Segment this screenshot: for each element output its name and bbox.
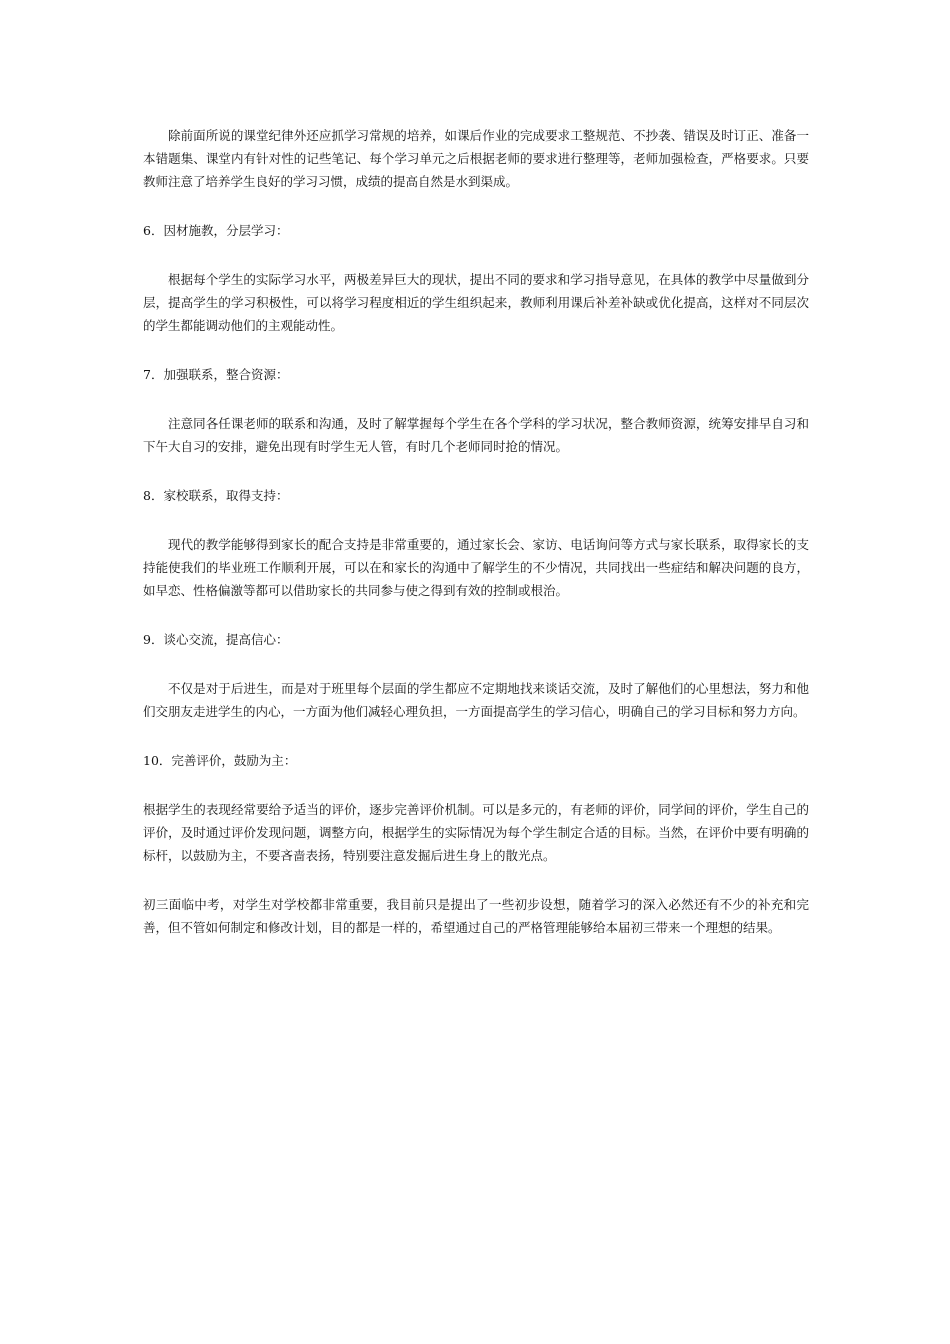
paragraph-conclusion: 初三面临中考，对学生对学校都非常重要，我目前只是提出了一些初步设想，随着学习的深入必然还有不少的补充和完善，但不管如何制定和修改计划，目的都是一样的，希望通过自己的严格管理能够给本届初三带来一个理想的结果。 xyxy=(143,897,809,935)
heading-10: 10．完善评价，鼓励为主： xyxy=(143,753,297,768)
document-page xyxy=(143,124,809,939)
heading-8: 8．家校联系，取得支持： xyxy=(143,488,289,503)
paragraph-8: 现代的教学能够得到家长的配合支持是非常重要的，通过家长会、家访、电话询问等方式与家长联系，取得家长的支持能使我们的毕业班工作顺利开展，可以在和家长的沟通中了解学生的不少情况，共同找出一些症结和解决问题的良方，如早恋、性格偏激等都可以借助家长的共同参与使之得到有效的控制或根治。 xyxy=(143,537,809,598)
heading-9: 9．谈心交流，提高信心： xyxy=(143,632,289,647)
heading-7: 7．加强联系，整合资源： xyxy=(143,367,289,382)
paragraph-9: 不仅是对于后进生，而是对于班里每个层面的学生都应不定期地找来谈话交流，及时了解他们的心里想法，努力和他们交朋友走进学生的内心，一方面为他们减轻心理负担，一方面提高学生的学习信心，明确自己的学习目标和努力方向。 xyxy=(143,681,809,719)
paragraph-6: 根据每个学生的实际学习水平，两极差异巨大的现状，提出不同的要求和学习指导意见，在具体的教学中尽量做到分层，提高学生的学习积极性，可以将学习程度相近的学生组织起来，教师利用课后补差补缺或优化提高，这样对不同层次的学生都能调动他们的主观能动性。 xyxy=(143,272,809,333)
paragraph-7: 注意同各任课老师的联系和沟通，及时了解掌握每个学生在各个学科的学习状况，整合教师资源，统筹安排早自习和下午大自习的安排，避免出现有时学生无人管，有时几个老师同时抢的情况。 xyxy=(143,416,809,454)
paragraph-10: 根据学生的表现经常要给予适当的评价，逐步完善评价机制。可以是多元的，有老师的评价，同学间的评价，学生自己的评价，及时通过评价发现问题，调整方向，根据学生的实际情况为每个学生制定合适的目标。当然，在评价中要有明确的标杆，以鼓励为主，不要吝啬表扬，特别要注意发掘后进生身上的散光点。 xyxy=(143,802,809,863)
paragraph-study-habits: 除前面所说的课堂纪律外还应抓学习常规的培养，如课后作业的完成要求工整规范、不抄袭、错误及时订正、准备一本错题集、课堂内有针对性的记些笔记、每个学习单元之后根据老师的要求进行整理等，老师加强检查，严格要求。只要教师注意了培养学生良好的学习习惯，成绩的提高自然是水到渠成。 xyxy=(143,128,809,189)
heading-6: 6．因材施教，分层学习： xyxy=(143,223,289,238)
